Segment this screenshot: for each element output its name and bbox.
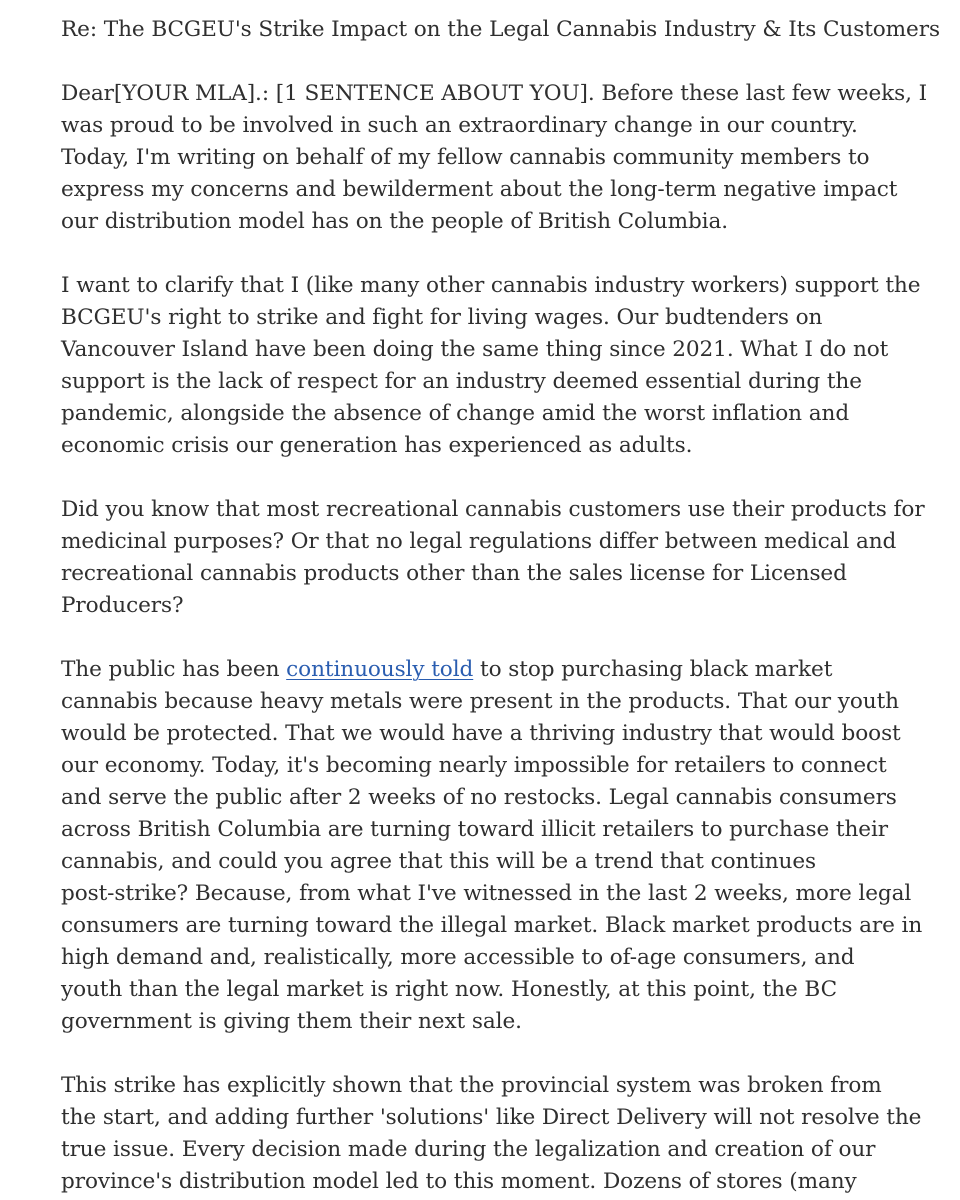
paragraph-medicinal bbox=[61, 494, 941, 622]
text-line: province's distribution model led to this moment. Dozens of stores (many bbox=[61, 1169, 857, 1194]
text-line: would be protected. That we would have a thriving industry that would boost bbox=[61, 721, 901, 746]
text-line: youth than the legal market is right now. Honestly, at this point, the BC bbox=[61, 977, 838, 1002]
text-line: Did you know that most recreational cannabis customers use their products for bbox=[61, 497, 925, 522]
text-line: medicinal purposes? Or that no legal regulations differ between medical and bbox=[61, 529, 897, 554]
continuously-told-link[interactable]: continuously told bbox=[286, 657, 474, 682]
text-line: cannabis, and could you agree that this will be a trend that continues bbox=[61, 849, 817, 874]
paragraph-black-market bbox=[61, 654, 941, 1038]
text-line: government is giving them their next sale. bbox=[61, 1009, 522, 1034]
text-line: our distribution model has on the people of British Columbia. bbox=[61, 209, 729, 234]
text-line: the start, and adding further 'solutions' like Direct Delivery will not resolve the bbox=[61, 1105, 922, 1130]
letter-document bbox=[61, 14, 941, 1198]
paragraph-support bbox=[61, 270, 941, 462]
text-line: true issue. Every decision made during the legalization and creation of our bbox=[61, 1137, 876, 1162]
text-line: consumers are turning toward the illegal market. Black market products are in bbox=[61, 913, 923, 938]
text-line: was proud to be involved in such an extraordinary change in our country. bbox=[61, 113, 858, 138]
text-line: BCGEU's right to strike and fight for living wages. Our budtenders on bbox=[61, 305, 823, 330]
paragraph-conclusion bbox=[61, 1070, 941, 1198]
text-line: recreational cannabis products other than the sales license for Licensed bbox=[61, 561, 847, 586]
text-line: cannabis because heavy metals were present in the products. That our youth bbox=[61, 689, 899, 714]
text-fragment: The public has been bbox=[61, 657, 287, 682]
text-line: Producers? bbox=[61, 593, 184, 618]
text-line: and serve the public after 2 weeks of no restocks. Legal cannabis consumers bbox=[61, 785, 897, 810]
text-line: express my concerns and bewilderment about the long-term negative impact bbox=[61, 177, 898, 202]
paragraph-greeting bbox=[61, 78, 941, 238]
text-line: pandemic, alongside the absence of change amid the worst inflation and bbox=[61, 401, 850, 426]
letter-subject: Re: The BCGEU's Strike Impact on the Legal Cannabis Industry & Its Customers bbox=[61, 17, 940, 42]
text-fragment: to stop purchasing black market bbox=[473, 657, 833, 682]
text-line-with-link bbox=[61, 654, 941, 686]
text-line: high demand and, realistically, more accessible to of-age consumers, and bbox=[61, 945, 855, 970]
text-line: Today, I'm writing on behalf of my fellow cannabis community members to bbox=[61, 145, 870, 170]
text-line: Dear[YOUR MLA].: [1 SENTENCE ABOUT YOU]. Before these last few weeks, I bbox=[61, 81, 928, 106]
text-line: This strike has explicitly shown that the provincial system was broken from bbox=[61, 1073, 882, 1098]
text-line: post-strike? Because, from what I've witnessed in the last 2 weeks, more legal bbox=[61, 881, 912, 906]
text-line: our economy. Today, it's becoming nearly impossible for retailers to connect bbox=[61, 753, 887, 778]
text-line: economic crisis our generation has experienced as adults. bbox=[61, 433, 693, 458]
text-line: across British Columbia are turning toward illicit retailers to purchase their bbox=[61, 817, 888, 842]
text-line: Vancouver Island have been doing the same thing since 2021. What I do not bbox=[61, 337, 889, 362]
text-line: I want to clarify that I (like many other cannabis industry workers) support the bbox=[61, 273, 921, 298]
text-line: support is the lack of respect for an industry deemed essential during the bbox=[61, 369, 862, 394]
